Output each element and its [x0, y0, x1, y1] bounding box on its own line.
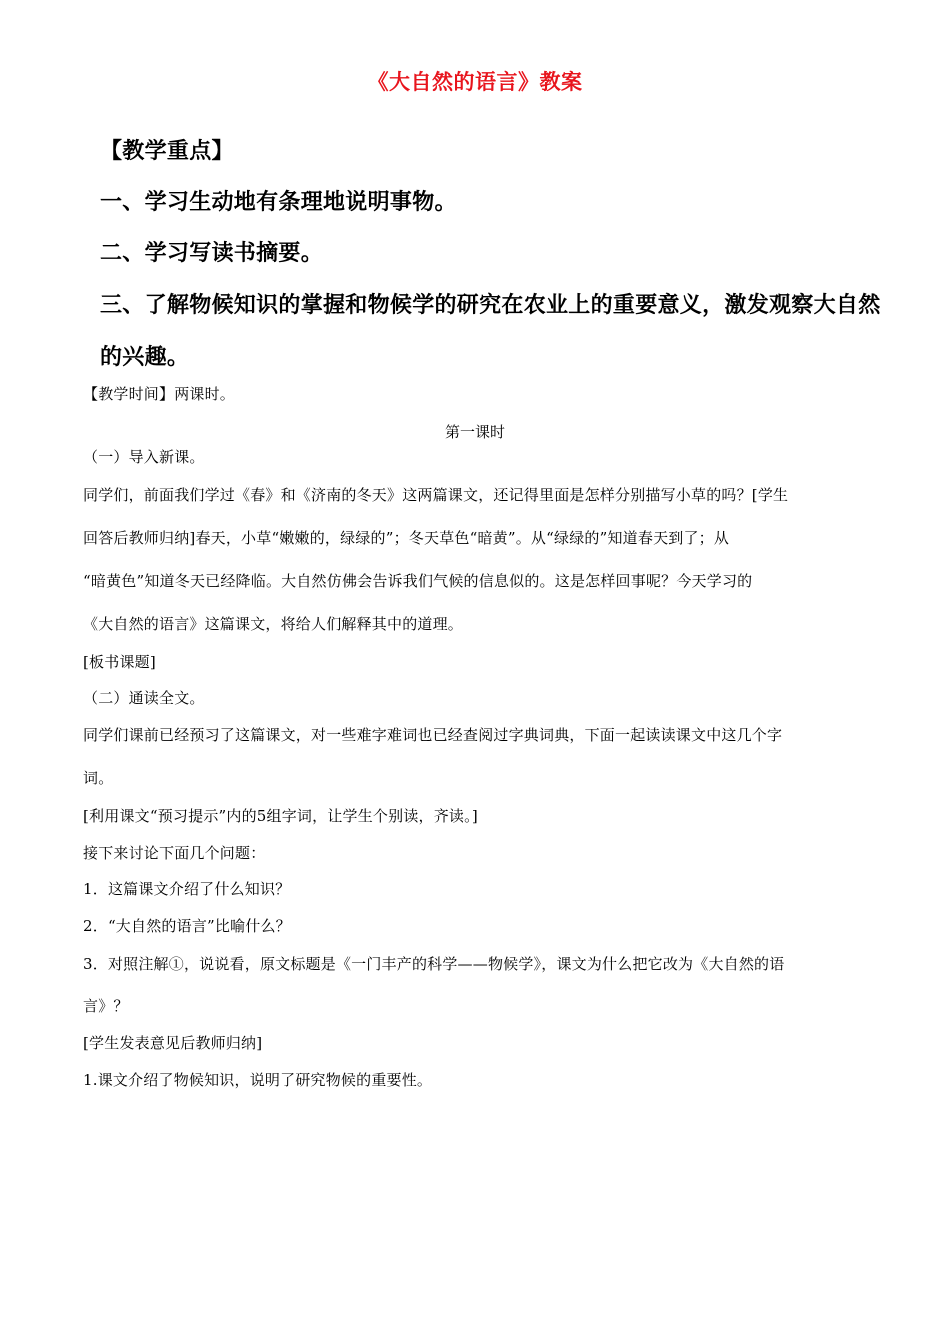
board-note: [板书课题]	[83, 653, 156, 671]
section2-heading: （二）通读全文。	[83, 689, 205, 707]
section1-heading: （一）导入新课。	[83, 448, 205, 466]
focus-heading: 【教学重点】	[100, 139, 234, 164]
question-3-continued: 言》？	[83, 997, 129, 1015]
paragraph-line: “暗黄色”知道冬天已经降临。大自然仿佛会告诉我们气候的信息似的。这是怎样回事呢？今天学习的	[83, 572, 753, 590]
paragraph-line: 《大自然的语言》这篇课文，将给人们解释其中的道理。	[83, 615, 464, 633]
summary-note: [学生发表意见后教师归纳]	[83, 1034, 263, 1052]
focus-item-3: 三、了解物候知识的掌握和物候学的研究在农业上的重要意义，激发观察大自然	[100, 293, 881, 318]
focus-item-3-continued: 的兴趣。	[100, 345, 190, 370]
discussion-intro: 接下来讨论下面几个问题：	[83, 844, 266, 862]
paragraph-line: 词。	[83, 769, 114, 787]
question-2: 2．“大自然的语言”比喻什么？	[83, 917, 291, 935]
question-3: 3．对照注解①，说说看，原文标题是《一门丰产的科学——物候学》，课文为什么把它改为《大自然的语	[83, 955, 785, 973]
paragraph-line: 同学们课前已经预习了这篇课文，对一些难字难词也已经查阅过字典词典，下面一起读读课文中这几个字	[83, 726, 783, 744]
answer-1: 1.课文介绍了物候知识，说明了研究物候的重要性。	[83, 1071, 433, 1089]
page-title: 《大自然的语言》教案	[367, 70, 583, 94]
teaching-time: 【教学时间】两课时。	[83, 385, 236, 403]
question-1: 1．这篇课文介绍了什么知识？	[83, 880, 291, 898]
focus-item-2: 二、学习写读书摘要。	[100, 241, 324, 266]
paragraph-line: 同学们，前面我们学过《春》和《济南的冬天》这两篇课文，还记得里面是怎样分别描写小草的吗？[学生	[83, 486, 789, 504]
lesson-heading: 第一课时	[444, 423, 505, 441]
reading-note: [利用课文“预习提示”内的5组字词，让学生个别读，齐读。]	[83, 807, 478, 825]
paragraph-line: 回答后教师归纳]春天，小草“嫩嫩的，绿绿的”；冬天草色“暗黄”。从“绿绿的”知道春天到了；从	[83, 529, 730, 547]
focus-item-1: 一、学习生动地有条理地说明事物。	[100, 190, 457, 215]
